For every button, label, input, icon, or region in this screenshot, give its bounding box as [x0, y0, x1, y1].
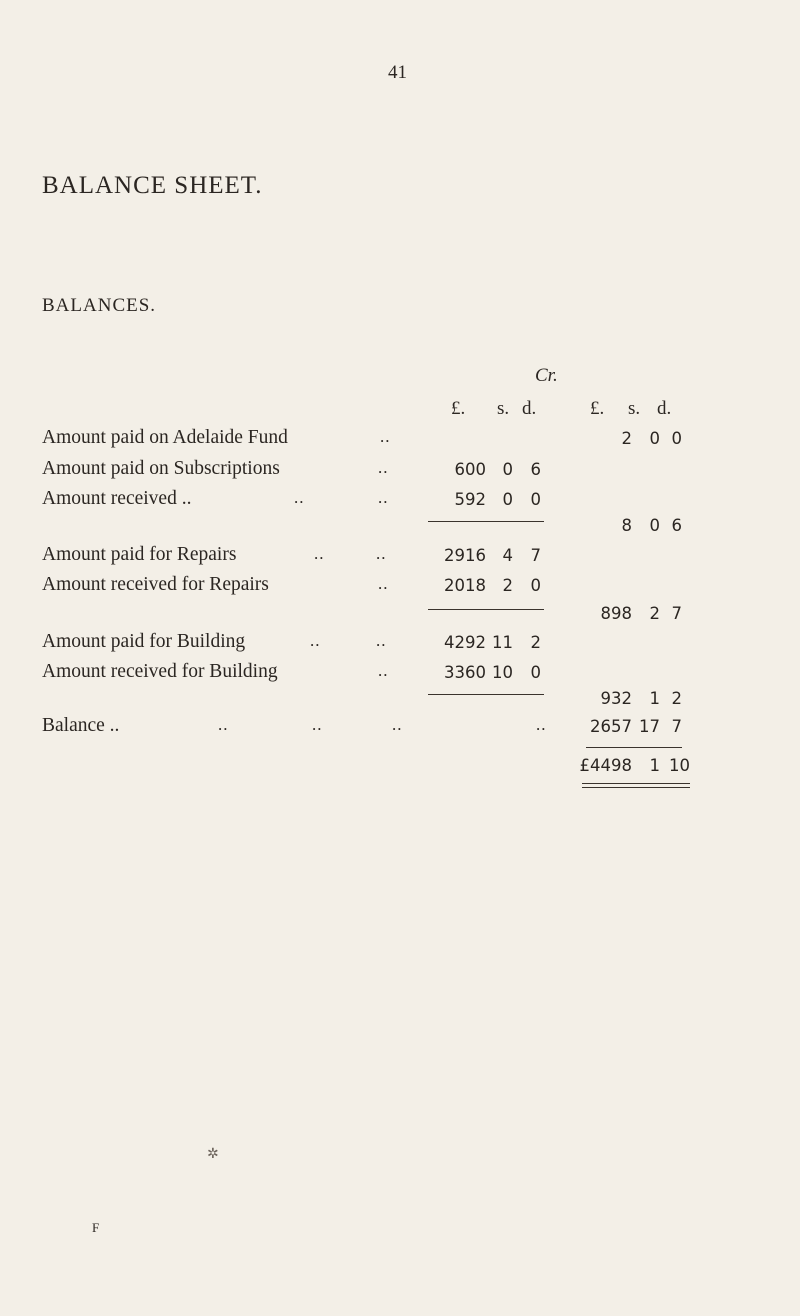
- outer-pounds: 8: [621, 516, 632, 535]
- outer-shillings: 1: [649, 689, 660, 708]
- inner-pence: 2: [530, 633, 541, 652]
- header-outer-pence: d.: [657, 398, 672, 419]
- ornament-mark: ✲: [207, 1147, 219, 1162]
- leader-dots: ..: [310, 631, 321, 650]
- inner-pounds: 592: [454, 490, 486, 509]
- inner-shillings: 0: [502, 490, 513, 509]
- subtotal-rule: [428, 694, 544, 695]
- inner-shillings: 4: [502, 546, 513, 565]
- leader-dots: ..: [218, 715, 229, 734]
- outer-pence: 2: [671, 689, 682, 708]
- inner-pounds: 4292: [444, 633, 486, 652]
- header-inner-pounds: £.: [451, 398, 466, 419]
- header-inner-shillings: s.: [497, 398, 510, 419]
- row-label: Balance ..: [42, 715, 120, 736]
- outer-shillings: 17: [639, 717, 660, 736]
- inner-shillings: 2: [502, 576, 513, 595]
- total-pence: 10: [669, 756, 690, 775]
- leader-dots: ..: [392, 715, 403, 734]
- row-label: Amount received for Building: [42, 661, 278, 682]
- outer-pence: 6: [671, 516, 682, 535]
- signature-mark: F: [92, 1220, 100, 1235]
- inner-pence: 6: [530, 460, 541, 479]
- total-rule: [586, 747, 682, 748]
- header-outer-shillings: s.: [628, 398, 641, 419]
- outer-shillings: 0: [649, 516, 660, 535]
- outer-pence: 0: [671, 429, 682, 448]
- row-label: Amount paid for Repairs: [42, 544, 237, 565]
- row-label: Amount paid on Adelaide Fund: [42, 427, 288, 448]
- row-label: Amount received ..: [42, 488, 192, 509]
- leader-dots: ..: [376, 631, 387, 650]
- outer-shillings: 2: [649, 604, 660, 623]
- leader-dots: ..: [378, 488, 389, 507]
- outer-shillings: 0: [649, 429, 660, 448]
- inner-pounds: 2916: [444, 546, 486, 565]
- outer-pence: 7: [671, 604, 682, 623]
- leader-dots: ..: [312, 715, 323, 734]
- leader-dots: ..: [294, 488, 305, 507]
- header-inner-pence: d.: [522, 398, 537, 419]
- total-double-rule: [582, 783, 690, 788]
- row-label: Amount received for Repairs: [42, 574, 269, 595]
- inner-shillings: 10: [492, 663, 513, 682]
- leader-dots: ..: [378, 574, 389, 593]
- total-shillings: 1: [649, 756, 660, 775]
- leader-dots: ..: [378, 661, 389, 680]
- page-title: BALANCE SHEET.: [42, 172, 263, 199]
- inner-pence: 7: [530, 546, 541, 565]
- header-outer-pounds: £.: [590, 398, 605, 419]
- leader-dots: ..: [380, 427, 391, 446]
- row-label: Amount paid for Building: [42, 631, 246, 652]
- inner-pence: 0: [530, 663, 541, 682]
- leader-dots: ..: [536, 715, 547, 734]
- inner-pounds: 600: [454, 460, 486, 479]
- inner-shillings: 11: [492, 633, 513, 652]
- section-title: BALANCES.: [42, 295, 157, 316]
- page-number: 41: [388, 62, 407, 83]
- subtotal-rule: [428, 609, 544, 610]
- leader-dots: ..: [378, 458, 389, 477]
- subtotal-rule: [428, 521, 544, 522]
- outer-pounds: 898: [600, 604, 632, 623]
- inner-pence: 0: [530, 576, 541, 595]
- row-label: Amount paid on Subscriptions: [42, 458, 280, 479]
- credit-side-label: Cr.: [535, 365, 558, 386]
- inner-pounds: 2018: [444, 576, 486, 595]
- leader-dots: ..: [314, 544, 325, 563]
- leader-dots: ..: [376, 544, 387, 563]
- outer-pounds: 2657: [590, 717, 632, 736]
- outer-pounds: 932: [600, 689, 632, 708]
- inner-pence: 0: [530, 490, 541, 509]
- outer-pounds: 2: [621, 429, 632, 448]
- outer-pence: 7: [671, 717, 682, 736]
- total-pounds: £4498: [579, 756, 632, 775]
- inner-pounds: 3360: [444, 663, 486, 682]
- inner-shillings: 0: [502, 460, 513, 479]
